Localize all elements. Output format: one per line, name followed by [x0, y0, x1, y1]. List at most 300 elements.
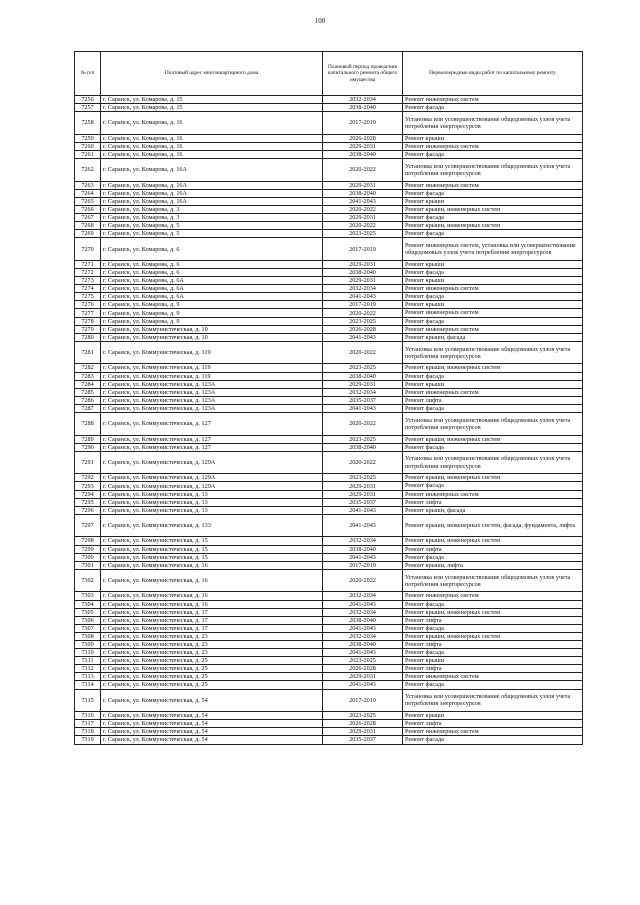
table-row — [75, 134, 583, 142]
row-period-cell: 2029-2031 — [323, 142, 403, 150]
row-address-cell: г. Саранск, ул. Коммунистическая, д. 15 — [101, 545, 323, 553]
table-row — [75, 380, 583, 388]
row-period-cell: 2041-2043 — [323, 293, 403, 301]
row-works-cell: Ремонт фасада — [403, 736, 583, 744]
row-number-cell: 7266 — [75, 205, 101, 213]
table-row — [75, 96, 583, 104]
row-period-cell: 2017-2019 — [323, 561, 403, 569]
row-period-cell: 2041-2043 — [323, 197, 403, 205]
table-row — [75, 205, 583, 213]
row-address-cell: г. Саранск, ул. Коммунистическая, д. 127 — [101, 443, 323, 451]
row-period-cell: 2026-2028 — [323, 134, 403, 142]
row-period-cell: 2041-2043 — [323, 404, 403, 412]
table-row — [75, 657, 583, 665]
table-row — [75, 372, 583, 380]
header-num: № п/п — [75, 52, 101, 96]
row-number-cell: 7318 — [75, 728, 101, 736]
row-works-cell: Ремонт фасада — [403, 189, 583, 197]
table-row — [75, 325, 583, 333]
row-number-cell: 7314 — [75, 681, 101, 689]
row-number-cell: 7308 — [75, 632, 101, 640]
table-header — [75, 52, 583, 96]
row-address-cell: г. Саранск, ул. Комарова, д. 3 — [101, 214, 323, 222]
row-address-cell: г. Саранск, ул. Коммунистическая, д. 25 — [101, 657, 323, 665]
row-number-cell: 7283 — [75, 372, 101, 380]
row-period-cell: 2032-2034 — [323, 608, 403, 616]
row-period-cell: 2032-2034 — [323, 388, 403, 396]
row-works-cell: Ремонт фасада — [403, 443, 583, 451]
row-period-cell: 2023-2025 — [323, 317, 403, 325]
table-row — [75, 150, 583, 158]
row-works-cell: Ремонт фасада — [403, 681, 583, 689]
row-period-cell: 2017-2019 — [323, 112, 403, 135]
table-row — [75, 665, 583, 673]
row-period-cell: 2038-2040 — [323, 616, 403, 624]
table-row — [75, 474, 583, 482]
row-period-cell: 2029-2031 — [323, 490, 403, 498]
row-period-cell: 2023-2025 — [323, 230, 403, 238]
row-works-cell: Ремонт инженерных систем — [403, 325, 583, 333]
table-row — [75, 364, 583, 372]
row-works-cell: Установка или усовершенствование общедомовых узлов учета потребления энергоресурсов — [403, 112, 583, 135]
row-address-cell: г. Саранск, ул. Комарова, д. 6А — [101, 277, 323, 285]
row-number-cell: 7313 — [75, 673, 101, 681]
row-works-cell: Ремонт крыши, инженерных систем — [403, 435, 583, 443]
table-row — [75, 608, 583, 616]
row-number-cell: 7267 — [75, 214, 101, 222]
row-period-cell: 2017-2019 — [323, 238, 403, 261]
row-address-cell: г. Саранск, ул. Коммунистическая, д. 25 — [101, 681, 323, 689]
row-period-cell: 2029-2031 — [323, 214, 403, 222]
row-number-cell: 7292 — [75, 474, 101, 482]
row-number-cell: 7256 — [75, 96, 101, 104]
row-works-cell: Установка или усовершенствование общедомовых узлов учета потребления энергоресурсов — [403, 159, 583, 182]
row-number-cell: 7302 — [75, 569, 101, 592]
table-row — [75, 632, 583, 640]
table-row — [75, 277, 583, 285]
header-period: Плановый период проведения капитального ремонта общего имущества — [323, 52, 403, 96]
row-address-cell: г. Саранск, ул. Комарова, д. 15 — [101, 96, 323, 104]
row-works-cell: Ремонт лифта — [403, 665, 583, 673]
table-row — [75, 482, 583, 490]
row-period-cell: 2038-2040 — [323, 545, 403, 553]
row-number-cell: 7301 — [75, 561, 101, 569]
row-address-cell: г. Саранск, ул. Коммунистическая, д. 23 — [101, 649, 323, 657]
row-period-cell: 2020-2022 — [323, 159, 403, 182]
row-works-cell: Ремонт фасада — [403, 317, 583, 325]
row-works-cell: Ремонт инженерных систем — [403, 388, 583, 396]
row-period-cell: 2020-2022 — [323, 309, 403, 317]
row-address-cell: г. Саранск, ул. Коммунистическая, д. 123А — [101, 388, 323, 396]
row-number-cell: 7265 — [75, 197, 101, 205]
row-works-cell: Ремонт фасада — [403, 553, 583, 561]
row-address-cell: г. Саранск, ул. Коммунистическая, д. 54 — [101, 736, 323, 744]
table-row — [75, 333, 583, 341]
row-address-cell: г. Саранск, ул. Коммунистическая, д. 10 — [101, 333, 323, 341]
row-works-cell: Ремонт крыши — [403, 712, 583, 720]
row-number-cell: 7316 — [75, 712, 101, 720]
row-number-cell: 7289 — [75, 435, 101, 443]
row-works-cell: Ремонт крыши — [403, 134, 583, 142]
table-row — [75, 293, 583, 301]
row-works-cell: Ремонт крыши — [403, 301, 583, 309]
table-row — [75, 341, 583, 364]
table-row — [75, 649, 583, 657]
row-works-cell: Ремонт крыши, инженерных систем — [403, 608, 583, 616]
row-number-cell: 7315 — [75, 689, 101, 712]
row-period-cell: 2038-2040 — [323, 104, 403, 112]
row-works-cell: Установка или усовершенствование общедомовых узлов учета потребления энергоресурсов — [403, 569, 583, 592]
table-row — [75, 736, 583, 744]
row-address-cell: г. Саранск, ул. Коммунистическая, д. 13 — [101, 498, 323, 506]
row-address-cell: г. Саранск, ул. Коммунистическая, д. 23 — [101, 632, 323, 640]
row-number-cell: 7312 — [75, 665, 101, 673]
row-address-cell: г. Саранск, ул. Комарова, д. 16А — [101, 189, 323, 197]
table-row — [75, 514, 583, 537]
row-works-cell: Ремонт фасада — [403, 600, 583, 608]
row-works-cell: Ремонт крыши, инженерных систем — [403, 537, 583, 545]
row-period-cell: 2041-2043 — [323, 553, 403, 561]
table-row — [75, 592, 583, 600]
row-period-cell: 2023-2025 — [323, 364, 403, 372]
row-number-cell: 7291 — [75, 451, 101, 474]
row-period-cell: 2026-2028 — [323, 720, 403, 728]
row-address-cell: г. Саранск, ул. Комарова, д. 6 — [101, 269, 323, 277]
row-number-cell: 7263 — [75, 181, 101, 189]
row-number-cell: 7257 — [75, 104, 101, 112]
row-number-cell: 7273 — [75, 277, 101, 285]
row-period-cell: 2029-2031 — [323, 380, 403, 388]
row-number-cell: 7279 — [75, 325, 101, 333]
row-works-cell: Ремонт крыши — [403, 277, 583, 285]
row-number-cell: 7282 — [75, 364, 101, 372]
table-row — [75, 396, 583, 404]
table-row — [75, 435, 583, 443]
row-number-cell: 7271 — [75, 260, 101, 268]
row-number-cell: 7260 — [75, 142, 101, 150]
row-works-cell: Ремонт инженерных систем — [403, 592, 583, 600]
row-address-cell: г. Саранск, ул. Коммунистическая, д. 15 — [101, 537, 323, 545]
row-period-cell: 2038-2040 — [323, 269, 403, 277]
row-address-cell: г. Саранск, ул. Комарова, д. 16А — [101, 159, 323, 182]
page-number: 100 — [314, 17, 326, 25]
row-period-cell: 2038-2040 — [323, 150, 403, 158]
table-row — [75, 673, 583, 681]
row-number-cell: 7288 — [75, 413, 101, 436]
row-address-cell: г. Саранск, ул. Коммунистическая, д. 127 — [101, 413, 323, 436]
table-row — [75, 545, 583, 553]
row-address-cell: г. Саранск, ул. Коммунистическая, д. 123А — [101, 404, 323, 412]
row-address-cell: г. Саранск, ул. Коммунистическая, д. 54 — [101, 720, 323, 728]
row-address-cell: г. Саранск, ул. Коммунистическая, д. 129А — [101, 482, 323, 490]
row-address-cell: г. Саранск, ул. Комарова, д. 6А — [101, 285, 323, 293]
row-address-cell: г. Саранск, ул. Комарова, д. 6 — [101, 260, 323, 268]
row-number-cell: 7262 — [75, 159, 101, 182]
row-address-cell: г. Саранск, ул. Коммунистическая, д. 17 — [101, 608, 323, 616]
row-number-cell: 7309 — [75, 640, 101, 648]
row-period-cell: 2020-2022 — [323, 413, 403, 436]
row-period-cell: 2023-2025 — [323, 657, 403, 665]
row-works-cell: Установка или усовершенствование общедомовых узлов учета потребления энергоресурсов — [403, 689, 583, 712]
row-period-cell: 2041-2043 — [323, 624, 403, 632]
table-row — [75, 616, 583, 624]
row-works-cell: Ремонт лифта — [403, 498, 583, 506]
row-works-cell: Установка или усовершенствование общедомовых узлов учета потребления энергоресурсов — [403, 341, 583, 364]
row-period-cell: 2041-2043 — [323, 514, 403, 537]
table-row — [75, 681, 583, 689]
row-works-cell: Ремонт инженерных систем — [403, 96, 583, 104]
row-number-cell: 7287 — [75, 404, 101, 412]
table-row — [75, 260, 583, 268]
table-row — [75, 498, 583, 506]
table-row — [75, 214, 583, 222]
row-number-cell: 7290 — [75, 443, 101, 451]
table-row — [75, 537, 583, 545]
row-number-cell: 7294 — [75, 490, 101, 498]
row-address-cell: г. Саранск, ул. Комарова, д. 5 — [101, 230, 323, 238]
row-address-cell: г. Саранск, ул. Коммунистическая, д. 17 — [101, 624, 323, 632]
row-address-cell: г. Саранск, ул. Коммунистическая, д. 129А — [101, 451, 323, 474]
row-number-cell: 7275 — [75, 293, 101, 301]
row-address-cell: г. Саранск, ул. Комарова, д. 15 — [101, 104, 323, 112]
row-works-cell: Ремонт фасада — [403, 293, 583, 301]
table-row — [75, 553, 583, 561]
row-address-cell: г. Саранск, ул. Комарова, д. 5 — [101, 222, 323, 230]
row-number-cell: 7259 — [75, 134, 101, 142]
row-number-cell: 7296 — [75, 506, 101, 514]
row-works-cell: Ремонт инженерных систем — [403, 142, 583, 150]
row-period-cell: 2020-2022 — [323, 451, 403, 474]
row-period-cell: 2029-2031 — [323, 728, 403, 736]
row-works-cell: Ремонт крыши, фасада — [403, 506, 583, 514]
row-works-cell: Ремонт крыши, фасада — [403, 333, 583, 341]
row-period-cell: 2020-2022 — [323, 341, 403, 364]
row-number-cell: 7272 — [75, 269, 101, 277]
row-works-cell: Ремонт крыши, инженерных систем — [403, 632, 583, 640]
row-address-cell: г. Саранск, ул. Коммунистическая, д. 16 — [101, 592, 323, 600]
row-address-cell: г. Саранск, ул. Коммунистическая, д. 119 — [101, 372, 323, 380]
row-period-cell: 2041-2043 — [323, 649, 403, 657]
row-number-cell: 7268 — [75, 222, 101, 230]
table-row — [75, 561, 583, 569]
table-row — [75, 728, 583, 736]
row-works-cell: Ремонт лифта — [403, 545, 583, 553]
row-number-cell: 7285 — [75, 388, 101, 396]
row-period-cell: 2032-2034 — [323, 632, 403, 640]
row-period-cell: 2029-2031 — [323, 277, 403, 285]
row-number-cell: 7297 — [75, 514, 101, 537]
row-works-cell: Ремонт лифта — [403, 396, 583, 404]
table-row — [75, 569, 583, 592]
table-row — [75, 189, 583, 197]
row-period-cell: 2023-2025 — [323, 712, 403, 720]
table-row — [75, 181, 583, 189]
row-period-cell: 2038-2040 — [323, 443, 403, 451]
row-number-cell: 7298 — [75, 537, 101, 545]
table-row — [75, 451, 583, 474]
table-row — [75, 142, 583, 150]
table-row — [75, 506, 583, 514]
row-address-cell: г. Саранск, ул. Комарова, д. 9 — [101, 317, 323, 325]
row-period-cell: 2032-2034 — [323, 537, 403, 545]
row-period-cell: 2032-2034 — [323, 285, 403, 293]
row-address-cell: г. Саранск, ул. Комарова, д. 16А — [101, 197, 323, 205]
row-works-cell: Ремонт фасада — [403, 482, 583, 490]
row-works-cell: Ремонт фасада — [403, 150, 583, 158]
row-number-cell: 7306 — [75, 616, 101, 624]
row-works-cell: Ремонт инженерных систем — [403, 181, 583, 189]
row-period-cell: 2026-2028 — [323, 665, 403, 673]
row-works-cell: Установка или усовершенствование общедомовых узлов учета потребления энергоресурсов — [403, 451, 583, 474]
row-address-cell: г. Саранск, ул. Коммунистическая, д. 54 — [101, 728, 323, 736]
row-number-cell: 7300 — [75, 553, 101, 561]
row-period-cell: 2035-2037 — [323, 396, 403, 404]
row-works-cell: Ремонт инженерных систем — [403, 285, 583, 293]
table-row — [75, 640, 583, 648]
table-row — [75, 222, 583, 230]
table-row — [75, 624, 583, 632]
row-works-cell: Установка или усовершенствование общедомовых узлов учета потребления энергоресурсов — [403, 413, 583, 436]
row-number-cell: 7270 — [75, 238, 101, 261]
row-number-cell: 7264 — [75, 189, 101, 197]
row-period-cell: 2029-2031 — [323, 482, 403, 490]
row-number-cell: 7311 — [75, 657, 101, 665]
row-number-cell: 7286 — [75, 396, 101, 404]
row-number-cell: 7299 — [75, 545, 101, 553]
row-period-cell: 2029-2031 — [323, 260, 403, 268]
row-address-cell: г. Саранск, ул. Комарова, д. 9 — [101, 309, 323, 317]
row-period-cell: 2023-2025 — [323, 435, 403, 443]
row-number-cell: 7293 — [75, 482, 101, 490]
row-works-cell: Ремонт лифта — [403, 640, 583, 648]
row-address-cell: г. Саранск, ул. Коммунистическая, д. 15 — [101, 553, 323, 561]
row-works-cell: Ремонт крыши, инженерных систем — [403, 222, 583, 230]
row-works-cell: Ремонт крыши — [403, 260, 583, 268]
row-works-cell: Ремонт фасада — [403, 214, 583, 222]
row-number-cell: 7280 — [75, 333, 101, 341]
row-works-cell: Ремонт инженерных систем — [403, 309, 583, 317]
row-address-cell: г. Саранск, ул. Коммунистическая, д. 54 — [101, 712, 323, 720]
row-address-cell: г. Саранск, ул. Коммунистическая, д. 119 — [101, 341, 323, 364]
row-works-cell: Ремонт крыши — [403, 197, 583, 205]
row-address-cell: г. Саранск, ул. Коммунистическая, д. 10 — [101, 325, 323, 333]
row-address-cell: г. Саранск, ул. Комарова, д. 6А — [101, 293, 323, 301]
row-period-cell: 2026-2028 — [323, 325, 403, 333]
table-row — [75, 197, 583, 205]
row-number-cell: 7305 — [75, 608, 101, 616]
table-row — [75, 269, 583, 277]
row-period-cell: 2041-2043 — [323, 506, 403, 514]
row-period-cell: 2041-2043 — [323, 681, 403, 689]
row-address-cell: г. Саранск, ул. Коммунистическая, д. 123А — [101, 380, 323, 388]
table-body — [75, 96, 583, 745]
row-address-cell: г. Саранск, ул. Комарова, д. 6 — [101, 238, 323, 261]
table-row — [75, 285, 583, 293]
row-period-cell: 2038-2040 — [323, 189, 403, 197]
row-works-cell: Ремонт фасада — [403, 230, 583, 238]
row-number-cell: 7319 — [75, 736, 101, 744]
row-address-cell: г. Саранск, ул. Коммунистическая, д. 13 — [101, 506, 323, 514]
row-works-cell: Ремонт крыши, инженерных систем — [403, 205, 583, 213]
header-works: Первоочередные виды работ по капитальному ремонту — [403, 52, 583, 96]
row-number-cell: 7261 — [75, 150, 101, 158]
table-row — [75, 388, 583, 396]
row-address-cell: г. Саранск, ул. Коммунистическая, д. 16 — [101, 561, 323, 569]
row-works-cell: Ремонт крыши, инженерных систем, фасада, фундамента, лифта — [403, 514, 583, 537]
row-period-cell: 2020-2022 — [323, 205, 403, 213]
row-address-cell: г. Саранск, ул. Коммунистическая, д. 23 — [101, 640, 323, 648]
row-number-cell: 7295 — [75, 498, 101, 506]
row-works-cell: Ремонт инженерных систем, установка или усовершенствование общедомовых узлов учета потребления энергоресурсов — [403, 238, 583, 261]
row-period-cell: 2032-2034 — [323, 96, 403, 104]
table-row — [75, 720, 583, 728]
row-address-cell: г. Саранск, ул. Комарова, д. 9 — [101, 301, 323, 309]
row-address-cell: г. Саранск, ул. Комарова, д. 16 — [101, 150, 323, 158]
table-row — [75, 317, 583, 325]
row-works-cell: Ремонт фасада — [403, 404, 583, 412]
row-address-cell: г. Саранск, ул. Комарова, д. 3 — [101, 205, 323, 213]
table-row — [75, 112, 583, 135]
row-works-cell: Ремонт инженерных систем — [403, 490, 583, 498]
row-works-cell: Ремонт инженерных систем — [403, 728, 583, 736]
row-works-cell: Ремонт фасада — [403, 624, 583, 632]
row-works-cell: Ремонт фасада — [403, 372, 583, 380]
table-row — [75, 689, 583, 712]
table-row — [75, 238, 583, 261]
table-row — [75, 301, 583, 309]
row-number-cell: 7303 — [75, 592, 101, 600]
header-address: Почтовый адрес многоквартирного дома — [101, 52, 323, 96]
row-number-cell: 7307 — [75, 624, 101, 632]
row-address-cell: г. Саранск, ул. Коммунистическая, д. 127 — [101, 435, 323, 443]
row-number-cell: 7269 — [75, 230, 101, 238]
row-works-cell: Ремонт лифта — [403, 720, 583, 728]
row-address-cell: г. Саранск, ул. Коммунистическая, д. 25 — [101, 673, 323, 681]
row-period-cell: 2017-2019 — [323, 301, 403, 309]
row-works-cell: Ремонт крыши, лифта — [403, 561, 583, 569]
row-period-cell: 2029-2031 — [323, 181, 403, 189]
row-period-cell: 2035-2037 — [323, 498, 403, 506]
row-works-cell: Ремонт крыши — [403, 380, 583, 388]
table-row — [75, 404, 583, 412]
row-period-cell: 2023-2025 — [323, 474, 403, 482]
table-row — [75, 712, 583, 720]
row-number-cell: 7304 — [75, 600, 101, 608]
table-row — [75, 104, 583, 112]
table-row — [75, 600, 583, 608]
row-period-cell: 2032-2034 — [323, 592, 403, 600]
row-works-cell: Ремонт крыши — [403, 657, 583, 665]
row-period-cell: 2029-2031 — [323, 673, 403, 681]
table-row — [75, 159, 583, 182]
row-address-cell: г. Саранск, ул. Коммунистическая, д. 54 — [101, 689, 323, 712]
row-address-cell: г. Саранск, ул. Коммунистическая, д. 16 — [101, 600, 323, 608]
row-number-cell: 7317 — [75, 720, 101, 728]
row-address-cell: г. Саранск, ул. Коммунистическая, д. 129А — [101, 474, 323, 482]
row-works-cell: Ремонт крыши, инженерных систем — [403, 364, 583, 372]
row-period-cell: 2017-2019 — [323, 689, 403, 712]
row-period-cell: 2041-2043 — [323, 600, 403, 608]
row-period-cell: 2038-2040 — [323, 640, 403, 648]
row-period-cell: 2038-2040 — [323, 372, 403, 380]
table-row — [75, 413, 583, 436]
row-works-cell: Ремонт фасада — [403, 104, 583, 112]
row-address-cell: г. Саранск, ул. Коммунистическая, д. 16 — [101, 569, 323, 592]
row-period-cell: 2020-2022 — [323, 569, 403, 592]
row-number-cell: 7258 — [75, 112, 101, 135]
row-address-cell: г. Саранск, ул. Коммунистическая, д. 119 — [101, 364, 323, 372]
row-works-cell: Ремонт лифта — [403, 616, 583, 624]
